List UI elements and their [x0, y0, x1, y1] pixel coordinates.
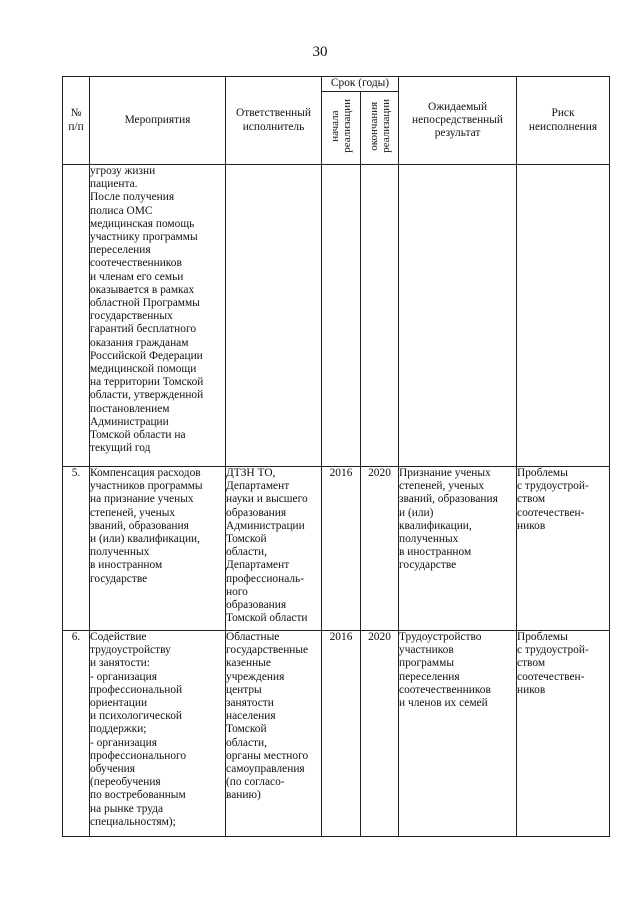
row-risk [517, 165, 610, 467]
row-end-year: 2020 [361, 467, 399, 631]
page-number: 30 [312, 44, 328, 60]
header-result: Ожидаемый непосредственный результат [399, 77, 517, 165]
row-num [63, 165, 90, 467]
row-num: 6. [63, 631, 90, 837]
row-executor: ДТЗН ТО, Департамент науки и высшего образования Администрации Томской области, Департамент профессиональ- ного образования Томской области [226, 467, 322, 631]
row-end-year [361, 165, 399, 467]
row-activity: угрозу жизни пациента. После получения полиса ОМС медицинская помощь участнику программы переселения соотечественников и членам его семьи оказывается в рамках областной Программы государственных гарантий бесплатного оказания гражданам Российской Федерации медицинской помощи на территории Томской области, утвержденной постановлением Администрации Томской области на текущий год [90, 165, 226, 467]
header-term-group: Срок (годы) [322, 77, 399, 92]
table-row [63, 165, 610, 467]
row-executor: Областные государственные казенные учреждения центры занятости населения Томской области, органы местного самоуправления (по согласо- ванию) [226, 631, 322, 837]
row-end-year: 2020 [361, 631, 399, 837]
row-start-year: 2016 [322, 631, 361, 837]
row-risk: Проблемы с трудоустрой- ством соотечествен- ников [517, 631, 610, 837]
header-term-start [322, 92, 361, 165]
row-executor [226, 165, 322, 467]
header-term-end-text: окончания реализации [367, 99, 392, 153]
row-activity: Компенсация расходов участников программы на признание ученых степеней, ученых званий, образования и (или) квалификации, полученных в иностранном государстве [90, 467, 226, 631]
row-start-year [322, 165, 361, 467]
row-num: 5. [63, 467, 90, 631]
row-result [399, 165, 517, 467]
header-activity: Мероприятия [90, 77, 226, 165]
row-result: Трудоустройство участников программы переселения соотечественников и членов их семей [399, 631, 517, 837]
header-term-end [361, 92, 399, 165]
header-risk: Риск неисполнения [517, 77, 610, 165]
row-activity: Содействие трудоустройству и занятости: - организация профессиональной ориентации и психологической поддержки; - организация профессионального обучения (переобучения по востребованным на рынке труда специальностям); [90, 631, 226, 837]
header-num: № п/п [63, 77, 90, 165]
header-row-top [63, 77, 610, 92]
header-executor: Ответственный исполнитель [226, 77, 322, 165]
row-result: Признание ученых степеней, ученых званий, образования и (или) квалификации, полученных в иностранном государстве [399, 467, 517, 631]
activities-table [62, 76, 610, 837]
header-term-start-text: начала реализации [329, 99, 353, 153]
row-start-year: 2016 [322, 467, 361, 631]
table-row [63, 467, 610, 631]
row-risk: Проблемы с трудоустрой- ством соотечествен- ников [517, 467, 610, 631]
table-row [63, 631, 610, 837]
